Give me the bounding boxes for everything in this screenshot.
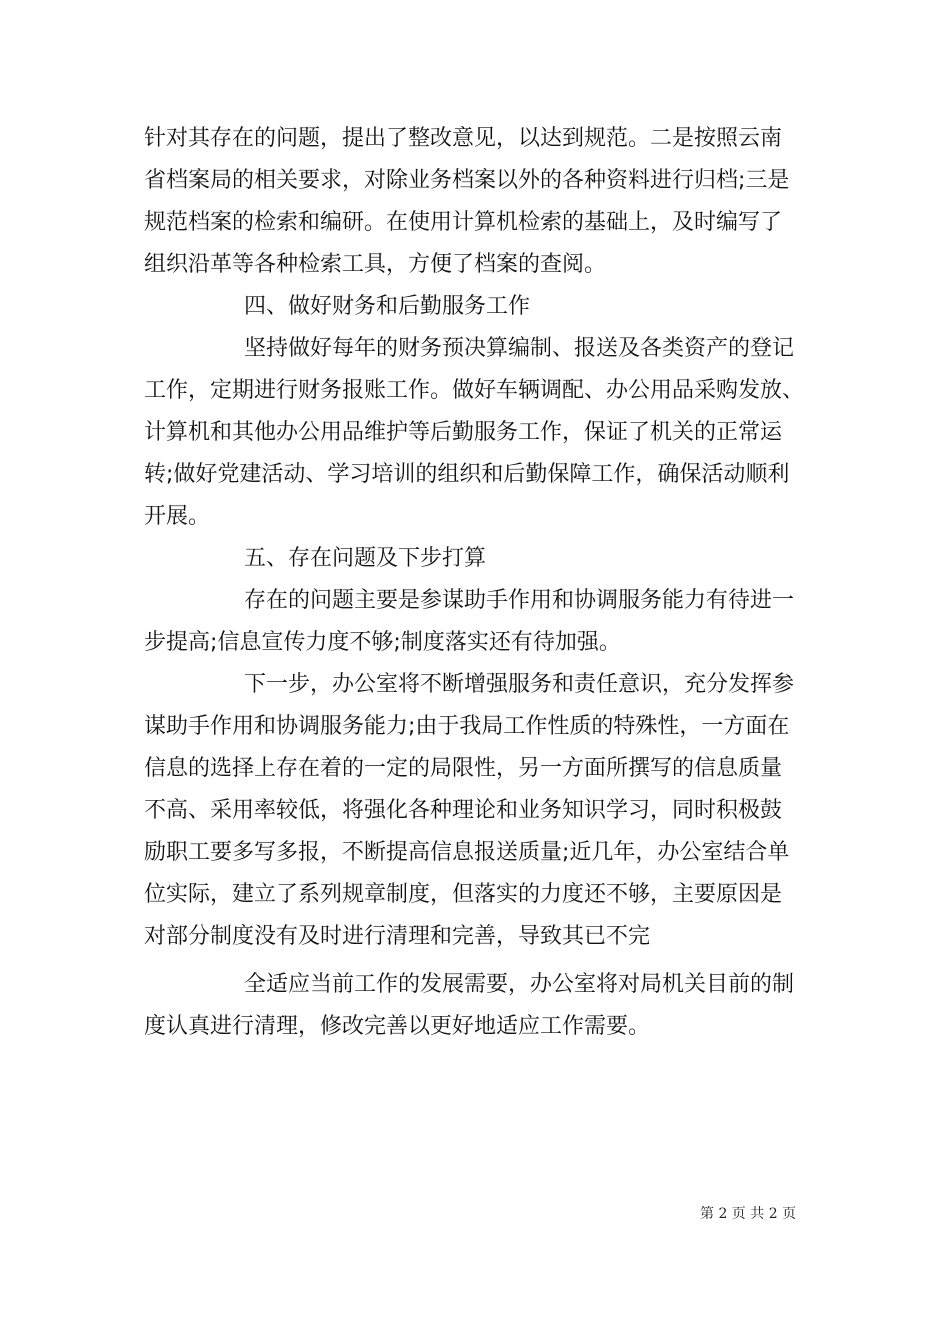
text-line: 转;做好党建活动、学习培训的组织和后勤保障工作，确保活动顺利 [144, 462, 790, 487]
text-line: 下一步，办公室将不断增强服务和责任意识，充分发挥参 [244, 672, 795, 697]
text-line: 对部分制度没有及时进行清理和完善，导致其已不完 [144, 924, 651, 949]
section-heading-finance: 四、做好财务和后勤服务工作 [244, 294, 531, 319]
text-line: 开展。 [144, 504, 211, 529]
text-line: 位实际，建立了系列规章制度，但落实的力度还不够，主要原因是 [144, 882, 783, 907]
text-line: 计算机和其他办公用品维护等后勤服务工作，保证了机关的正常运 [144, 420, 783, 445]
section-heading-problems: 五、存在问题及下步打算 [244, 546, 487, 571]
text-line: 省档案局的相关要求，对除业务档案以外的各种资料进行归档;三是 [144, 168, 790, 193]
page-number-footer: 第 2 页 共 2 页 [700, 1206, 797, 1222]
text-line: 工作，定期进行财务报账工作。做好车辆调配、办公用品采购发放、 [144, 378, 805, 403]
text-line: 存在的问题主要是参谋助手作用和协调服务能力有待进一 [244, 588, 795, 613]
text-line: 度认真进行清理，修改完善以更好地适应工作需要。 [144, 1014, 651, 1039]
text-line: 信息的选择上存在着的一定的局限性，另一方面所撰写的信息质量 [144, 756, 783, 781]
text-line: 励职工要多写多报，不断提高信息报送质量;近几年，办公室结合单 [144, 840, 790, 865]
text-line: 步提高;信息宣传力度不够;制度落实还有待加强。 [144, 630, 621, 655]
text-line: 组织沿革等各种检索工具，方便了档案的查阅。 [144, 252, 607, 277]
text-line: 针对其存在的问题，提出了整改意见，以达到规范。二是按照云南 [144, 126, 783, 151]
text-line: 不高、采用率较低，将强化各种理论和业务知识学习，同时积极鼓 [144, 798, 783, 823]
text-line: 规范档案的检索和编研。在使用计算机检索的基础上，及时编写了 [144, 210, 783, 235]
text-line: 全适应当前工作的发展需要，办公室将对局机关目前的制 [244, 972, 795, 997]
text-line: 坚持做好每年的财务预决算编制、报送及各类资产的登记 [244, 336, 795, 361]
text-line: 谋助手作用和协调服务能力;由于我局工作性质的特殊性，一方面在 [144, 714, 790, 739]
body-text [144, 118, 808, 1048]
